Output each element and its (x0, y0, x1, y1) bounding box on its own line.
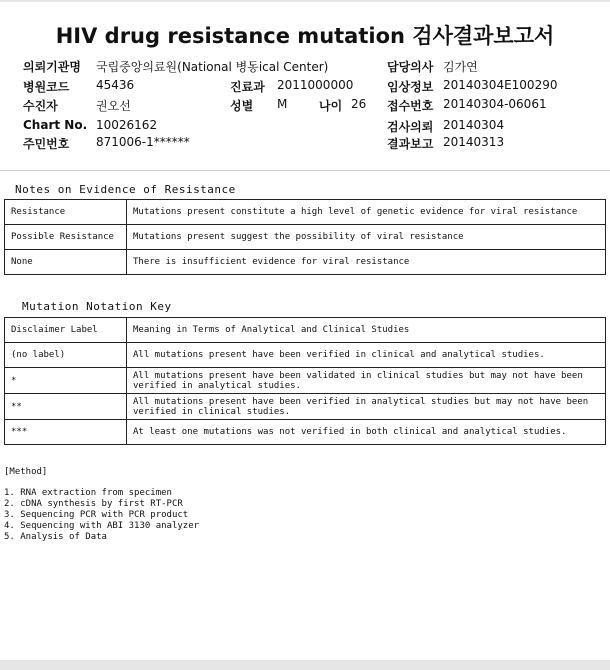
request-date-label: 검사의뢰 (387, 120, 434, 134)
resident-no-label: 주민번호 (23, 137, 70, 151)
key-text-cell: All mutations present have been verified in analytical studies but may not have been verified in clinical studies. (127, 394, 606, 420)
report-title: HIV drug resistance mutation 검사결과보고서 (55, 24, 555, 48)
key-label-cell: (no label) (5, 343, 127, 368)
notation-key-table (4, 317, 606, 445)
age-value: 26 (351, 97, 367, 111)
report-date-value: 20140313 (443, 135, 505, 149)
receipt-no-value: 20140304-06061 (443, 97, 547, 111)
table-row (5, 420, 606, 445)
key-text-cell: All mutations present have been verified in clinical and analytical studies. (127, 343, 606, 368)
table-row (5, 225, 606, 250)
clinical-info-value: 20140304E100290 (443, 78, 558, 92)
report-date-label: 결과보고 (387, 137, 434, 151)
hospital-code-value: 45436 (96, 78, 135, 92)
notes-text-cell: There is insufficient evidence for viral resistance (127, 250, 606, 275)
sex-label: 성별 (230, 99, 254, 113)
notes-table (4, 199, 606, 275)
doctor-value: 김가연 (443, 60, 478, 74)
department-label: 진료과 (230, 80, 265, 94)
key-text-cell: All mutations present have been validated in clinical studies but may not have been verified in analytical studies. (127, 368, 606, 394)
notes-label-cell: None (5, 250, 127, 275)
key-label-cell: * (5, 368, 127, 394)
receipt-no-label: 접수번호 (387, 99, 434, 113)
institution-value: 국립중앙의료원(National 병동ical Center) (96, 60, 329, 74)
notes-text-cell: Mutations present suggest the possibility of viral resistance (127, 225, 606, 250)
hospital-code-label: 병원코드 (23, 80, 70, 94)
method-step: 3. Sequencing PCR with PCR product (4, 510, 189, 520)
table-row (5, 200, 606, 225)
age-label: 나이 (319, 99, 343, 113)
chart-no-label: Chart No. (23, 118, 88, 132)
key-section-title: Mutation Notation Key (22, 300, 172, 313)
key-label-cell: *** (5, 420, 127, 445)
key-header-label: Disclaimer Label (5, 318, 127, 343)
method-step: 2. cDNA synthesis by first RT-PCR (4, 499, 183, 509)
institution-row (23, 58, 81, 75)
patient-label: 수진자 (23, 99, 58, 113)
notes-section-title: Notes on Evidence of Resistance (15, 183, 236, 196)
key-header-text: Meaning in Terms of Analytical and Clinical Studies (127, 318, 606, 343)
table-row (5, 368, 606, 394)
table-row (5, 394, 606, 420)
bottom-border (0, 660, 610, 670)
method-title: [Method] (4, 467, 48, 477)
top-border (0, 0, 610, 2)
sex-value: M (277, 97, 288, 111)
notes-label-cell: Resistance (5, 200, 127, 225)
doctor-label: 담당의사 (387, 60, 434, 74)
header-divider (0, 170, 610, 171)
notes-text-cell: Mutations present constitute a high level of genetic evidence for viral resistance (127, 200, 606, 225)
request-date-value: 20140304 (443, 118, 505, 132)
chart-no-value: 10026162 (96, 118, 158, 132)
department-value: 2011000000 (277, 78, 354, 92)
key-label-cell: ** (5, 394, 127, 420)
method-step: 5. Analysis of Data (4, 532, 107, 542)
clinical-info-label: 임상정보 (387, 80, 434, 94)
table-row (5, 343, 606, 368)
method-step: 4. Sequencing with ABI 3130 analyzer (4, 521, 200, 531)
patient-value: 권오선 (96, 99, 131, 113)
institution-label: 의뢰기관명 (23, 60, 81, 74)
resident-no-value: 871006-1****** (96, 135, 190, 149)
table-row (5, 250, 606, 275)
key-text-cell: At least one mutations was not verified in both clinical and analytical studies. (127, 420, 606, 445)
notes-label-cell: Possible Resistance (5, 225, 127, 250)
method-list (4, 488, 199, 543)
method-step: 1. RNA extraction from specimen (4, 488, 172, 498)
table-header-row (5, 318, 606, 343)
